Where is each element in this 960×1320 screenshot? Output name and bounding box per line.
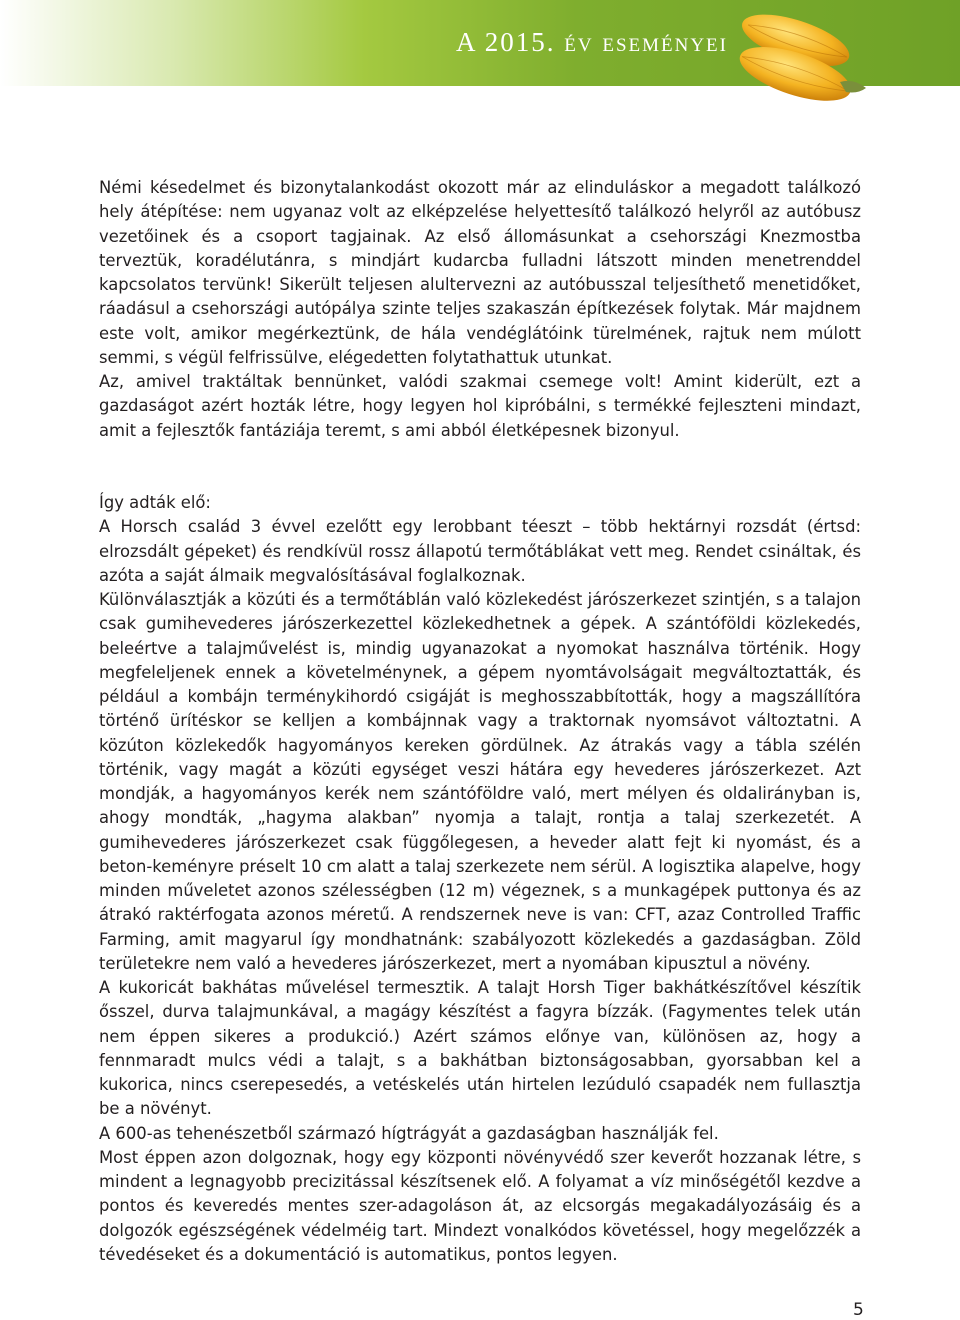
- body-paragraphs: Így adták elő: A Horsch család 3 évvel ezelőtt egy lerobbant téeszt – több hektárnyi rozsdát (értsd: elrozsdált gépeket) és rendkívül rossz állapotú termőtáblákat vett meg. Rendet csináltak, és azóta a saját álmaik megvalósításával foglalkoznak. Különválasztják a közúti és a termőtáblán való közlekedést járószerkezet szintjén, s a talajon csak gumihevederes járószerkezettel közlekedhetnek a gépek. A szántóföldi közlekedés, beleértve a talajművelést is, mindig ugyanazokat a nyomokat használva történik. Hogy megfeleljenek ennek a követelménynek, a gépem nyomtávolságait megváltoztatták, és például a kombájn terménykihordó csigáját is meghosszabbították, hogy a magszállítóra történő ürítéskor se kelljen a kombájnnak vagy a traktornak nyomsávot változtatni. A közúton közlekedők hagyományos kereken gördülnek. Az átrakás vagy a tábla szélén történik, vagy magát a közúti egységet veszi hátára egy hevederes járószerkezet. Azt mondják, a hagyományos kerék nem szántóföldre való, mert mélyen és oldalirányban is, ahogy mondták, „hagyma alakban” nyomja a talajt, rontja a talaj szerkezetét. A gumihevederes járószerkezet csak függőlegesen, a heveder alatt fejt ki nyomást, és a beton-keményre préselt 10 cm alatt a talaj szerkezete nem sérül. A logisztika alapelve, hogy minden műveletet azonos szélességben (12 m) végeznek, s a munkagépek puttonya és az átrakó raktérfogata azonos méretű. A rendszernek neve is van: CFT, azaz Controlled Traffic Farming, amit magyarul így mondhatnánk: szabályozott közlekedés a gazdaságban. Zöld területekre nem való a hevederes járószerkezet, mert a nyomában kipusztul a növény. A kukoricát bakhátas művelésel termesztik. A talajt Horsh Tiger bakhátkészítővel készítik ősszel, durva talajmunkával, a magágy készítést a fagyra bízzák. (Fagymentes telek után nem éppen sikeres a produkció.) Azért számos előnye van, különösen az, hogy a fennmaradt mulcs védi a talajt, s a bakhátban biztonságosabban, gyorsabban kel a kukorica, nincs cserepesedés, a vetéskelés után hirtelen lezúduló csapadék nem fullasztja be a növényt. A 600-as tehenészetből származó hígtrágyát a gazdaságban használják fel. Most éppen azon dolgoznak, hogy egy központi növényvédő szer keverőt hozzanak létre, s mindent a legnagyobb precizitással készítsenek elő. A folyamat a víz minőségétől kezdve a pontos és keveredés mentes szer-adagoláson át, az elcsorgás megakadályozásáig és a dolgozók egészségének védelméig tart. Mindezt vonalkódos követéssel, hogy megelőzzék a tévedéseket és a dokumentáció is automatikus, pontos legyen.: [99, 493, 861, 1264]
- page-section-title: A 2015. év eseményei: [456, 27, 728, 57]
- page-number: 5: [853, 1300, 864, 1320]
- intro-paragraphs: Némi késedelmet és bizonytalankodást okozott már az elinduláskor a megadott találkozó hely átépítése: nem ugyanaz volt az elképzelése helyettesítő találkozó helyről az autóbusz vezetőinek és a csoport tagjainak. Az első állomásunkat a csehországi Knezmostba terveztük, koradélutánra, s mindjárt kudarcba fulladni látszott minden menetrenddel kapcsolatos tervünk! Sikerült teljesen alultervezni az autóbusszal teljesíthető menetidőket, ráadásul a csehországi autópálya szinte teljes szakaszán építkezések folytak. Már majdnem este volt, amikor megérkeztünk, de hála vendéglátóink türelmének, rajtuk nem múlott semmi, s végül felfrissülve, elégedetten folytathattuk utunkat. Az, amivel traktáltak bennünket, valódi szakmai csemege volt! Amint kiderült, ezt a gazdaságot azért hozták létre, hogy legyen hol kipróbálni, s termékké fejleszteni mindazt, amit a fejlesztők fantáziája teremt, s ami abból életképesnek bizonyul.: [99, 178, 861, 440]
- corn-cobs-image: [728, 4, 868, 114]
